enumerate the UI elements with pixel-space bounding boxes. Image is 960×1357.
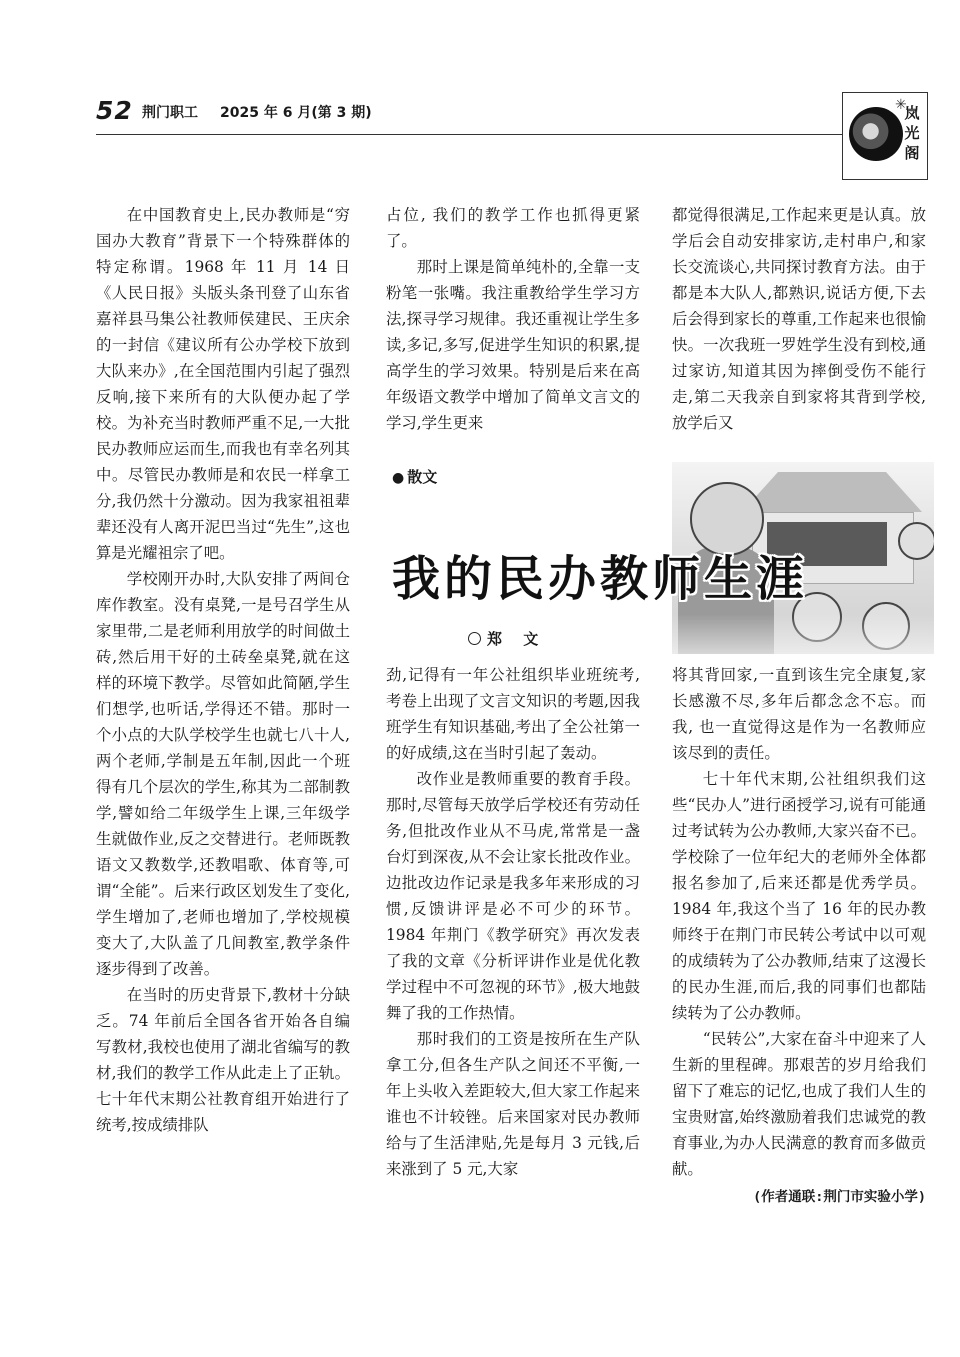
school-roof bbox=[742, 472, 922, 512]
header-rule bbox=[96, 134, 844, 135]
record-disc-icon bbox=[849, 107, 903, 161]
journal-name: 荆门职工 bbox=[142, 105, 198, 121]
paragraph: 都觉得很满足,工作起来更是认真。放学后会自动安排家访,走村串户,和家长交流谈心,共同探讨教育方法。由于都是本大队人,都熟识,说话方便,下去后会得到家长的尊重,工作起来也很愉快。一次我班一罗姓学生没有到校,通过家访,知道其因为摔倒受伤不能行走,第二天我亲自到家将其背到学校,放学后又 bbox=[672, 206, 926, 432]
paragraph: 改作业是教师重要的教育手段。那时,尽管每天放学后学校还有劳动任务,但批改作业从不马虎,常常是一盏台灯到深夜,从不会让家长批改作业。边批改边作记录是我多年来形成的习惯,反馈讲评是必不可少的环节。1984 年荆门《教学研究》再次发表了我的文章《分析评讲作业是优化教学过程中不可忽视的环节》,极大地鼓舞了我的工作热情。 bbox=[386, 770, 640, 1022]
article-column-1 bbox=[96, 202, 350, 1138]
paragraph: “民转公”,大家在奋斗中迎来了人生新的里程碑。那艰苦的岁月给我们留下了难忘的记忆,也成了我们人生的宝贵财富,始终激励着我们忠诚党的教育事业,为办人民满意的教育而多做贡献。 bbox=[672, 1030, 926, 1178]
article-column-3-bottom bbox=[672, 662, 926, 1210]
paragraph: 将其背回家,一直到该生完全康复,家长感激不尽,多年后都念念不忘。而我, 也一直觉得这是作为一名教师应该尽到的责任。 bbox=[672, 666, 926, 762]
column-logo-text: 岚光阁 bbox=[904, 104, 920, 162]
article-column-3-top bbox=[672, 202, 926, 436]
paragraph: 学校刚开办时,大队安排了两间仓库作教室。没有桌凳,一是号召学生从家里带,二是老师利用放学的时间做土砖,然后用干好的土砖垒桌凳,就在这样的环境下教学。尽管如此简陋,学生们想学,也听话,学得还不错。那时一个小点的大队学校学生也就七八十人,两个老师,学制是五年制,因此一个班得有几个层次的学生,称其为二部制教学,譬如给二年级学生上课,三年级学生就做作业,反之交替进行。老师既教语文又教数学,还教唱歌、体育等,可谓“全能”。后来行政区划发生了变化,学生增加了,老师也增加了,学校规模变大了,大队盖了几间教室,教学条件逐步得到了改善。 bbox=[96, 570, 350, 978]
bullet-icon: ● bbox=[392, 470, 405, 486]
author-contact: (作者通联:荆门市实验小学) bbox=[753, 1189, 926, 1205]
article-column-2-top bbox=[386, 202, 640, 436]
illustration-fade bbox=[672, 614, 934, 654]
article-column-2-bottom bbox=[386, 662, 640, 1182]
paragraph: 那时上课是简单纯朴的,全靠一支粉笔一张嘴。我注重教给学生学习方法,探寻学习规律。我还重视让学生多读,多记,多写,促进学生知识的积累,提高学生的学习效果。特别是后来在高年级语文教学中增加了简单文言文的学习,学生更来 bbox=[386, 258, 640, 432]
paragraph: 在当时的历史背景下,教材十分缺乏。74 年前后全国各省开始各自编写教材,我校也使用了湖北省编写的教材,我们的教学工作从此走上了正轨。七十年代末期公社教育组开始进行了统考,按成绩排队 bbox=[96, 986, 350, 1134]
byline-circle-icon bbox=[468, 632, 481, 645]
issue-date: 2025 年 6 月(第 3 期) bbox=[220, 105, 372, 121]
paragraph: 劲,记得有一年公社组织毕业班统考,考卷上出现了文言文知识的考题,因我班学生有知识基础,考出了全公社第一的好成绩,这在当时引起了轰动。 bbox=[386, 666, 640, 762]
page-number: 52 bbox=[96, 96, 133, 125]
paragraph: 七十年代末期,公社组织我们这些“民办人”进行函授学习,说有可能通过考试转为公办教师,大家兴奋不已。学校除了一位年纪大的老师外全体都报名参加了,后来还都是优秀学员。1984 年,我这个当了 16 年的民办教师终于在荆门市民转公考试中以可观的成绩转为了公办教师,结束了这漫长的民办生涯,而后,我的同事们也都陆续转为了公办教师。 bbox=[672, 770, 926, 1022]
paragraph: 占位, 我们的教学工作也抓得更紧了。 bbox=[386, 206, 640, 250]
byline bbox=[468, 628, 546, 649]
paragraph: 那时我们的工资是按所在生产队拿工分,但各生产队之间还不平衡,一年上头收入差距较大,但大家工作起来谁也不计较锉。后来国家对民办教师给与了生活津贴,先是每月 3 元钱,后来涨到了 5 元,大家 bbox=[386, 1030, 640, 1178]
sparkle-icon: ✳ bbox=[895, 97, 907, 113]
section-tag-label: 散文 bbox=[407, 468, 438, 486]
column-logo bbox=[842, 92, 928, 180]
author-name: 郑 文 bbox=[487, 630, 547, 648]
paragraph: 在中国教育史上,民办教师是“穷国办大教育”背景下一个特殊群体的特定称谓。1968 年 11 月 14 日《人民日报》头版头条刊登了山东省嘉祥县马集公社教师侯建民、王庆余的一封信《建议所有公办学校下放到大队来办》,在全国范围内引起了强烈反响,接下来所有的大队便办起了学校。为补充当时教师严重不足,一大批民办教师应运而生,而我也有幸名列其中。尽管民办教师是和农民一样拿工分,我仍然十分激动。因为我家祖祖辈辈还没有人离开泥巴当过“先生”,这也算是光耀祖宗了吧。 bbox=[96, 206, 350, 562]
article-title: 我的民办教师生涯 bbox=[392, 551, 809, 607]
student-figure bbox=[898, 522, 934, 560]
section-tag bbox=[392, 466, 437, 487]
